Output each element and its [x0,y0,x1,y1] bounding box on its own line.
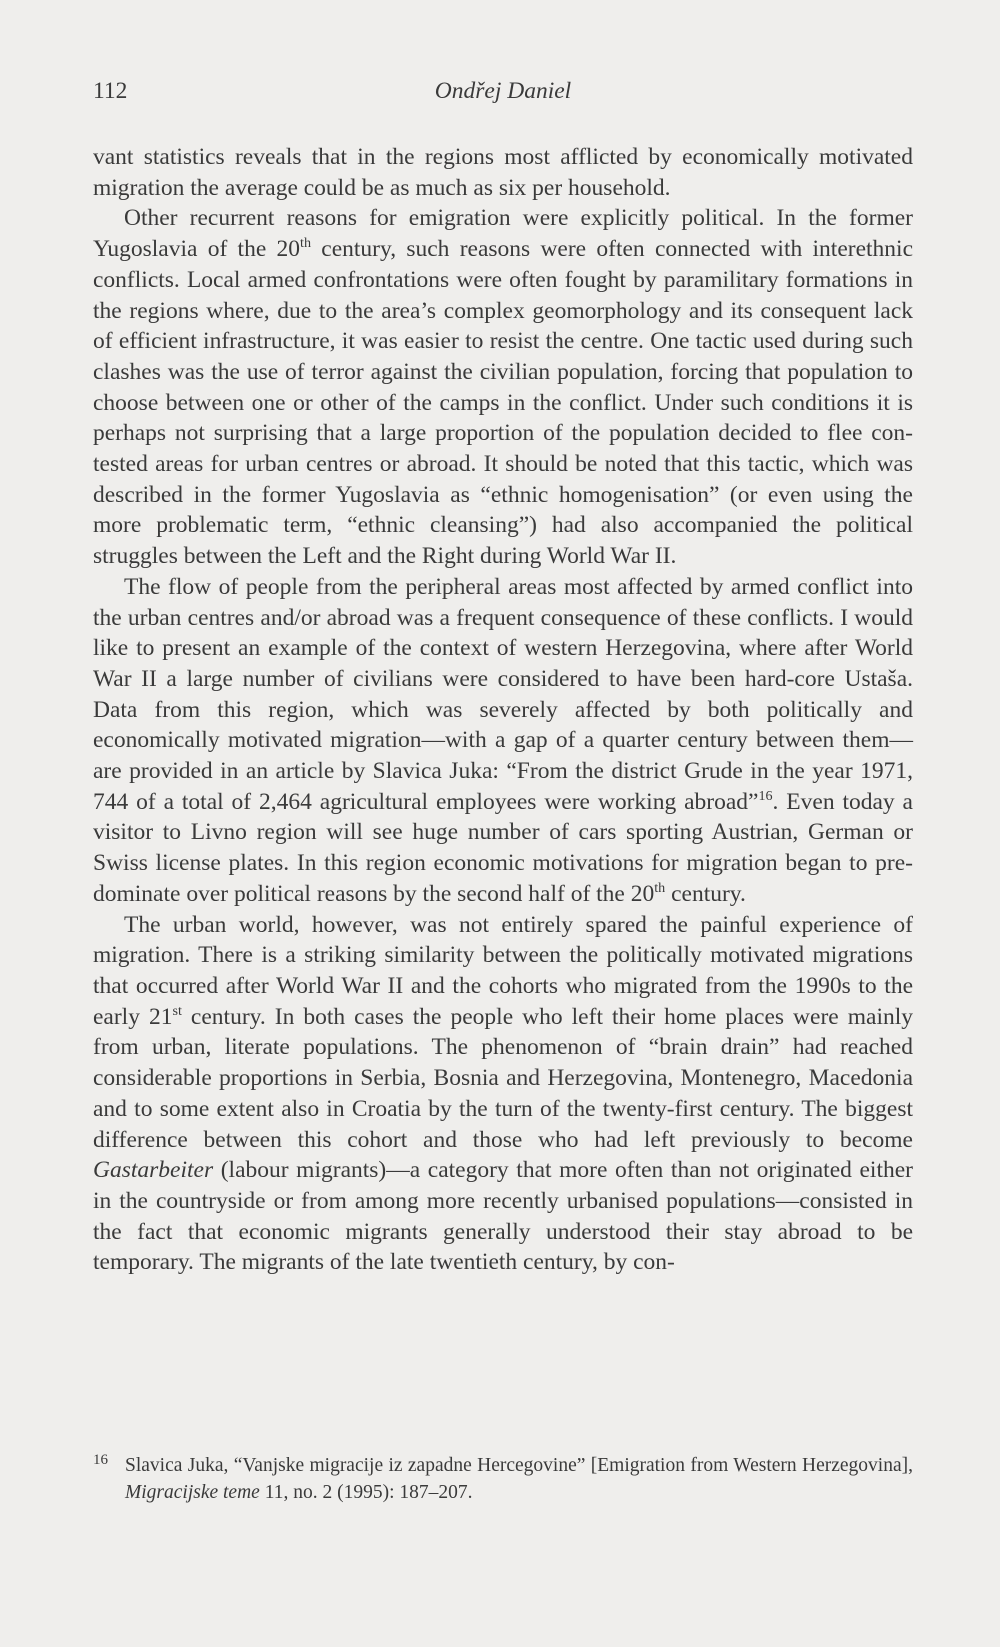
page-header [93,78,913,112]
paragraph-text: century. In both cases the people who left their home places were mainly from urban, literate populations. The phenomenon of “brain drain” had reached considerable proportions in Serbia, Bosnia and Herzegovina, Montenegro, Macedonia and to some extent also in Croatia by the turn of the twenty-first century. The biggest difference between this cohort and those who had left previously to become [93,1003,913,1153]
paragraph-text: vant statistics reveals that in the regions most afflicted by economically motivated migration the average could be as much as six per household. [93,144,913,201]
superscript: st [172,1002,182,1019]
paragraph-text: century. [665,880,746,907]
footnotes [93,1452,913,1506]
footnote-number: 16 [93,1452,108,1468]
paragraph [93,910,913,1278]
paragraph-text: (labour migrants)—a category that more often than not originated either in the countryside or from among more recently urbanised populations—consisted in the fact that economic migrants generally understood their stay abroad to be temporary. The migrants of the late twentieth century, by con- [93,1157,913,1276]
paragraph-text: . Even today a visitor to Livno region will see huge number of cars sporting Austrian, German or Swiss license plates. In this region economic motivations for migration began to predominate over political reasons by the second half of the 20 [93,788,913,907]
paragraph-text: The flow of people from the peripheral areas most affected by armed conflict into the urban centres and/or abroad was a frequent consequence of these conflicts. I would like to present an example of the context of western Herzegovina, where after World War II a large number of civilians were considered to have been hard-core Ustaša. Data from this region, which was severely affected by both politically and economically motivated migration—with a gap of a quarter century between them—are provided in an article by Slavica Juka: “From the district Grude in the year 1971, 744 of a total of 2,464 agricultural employees were working abroad” [93,573,913,815]
body-text [93,142,913,1278]
running-head: Ondřej Daniel [434,78,572,104]
italic-term: Gastarbeiter [93,1157,214,1184]
page-number: 112 [93,78,128,104]
footnote-text: Slavica Juka, “Vanjske migracije iz zapadne Hercegovine” [Emigration from Western Herzegovina], [125,1455,913,1476]
paragraph-text: century, such reasons were often connected with interethnic conflicts. Local armed confrontations were often fought by paramilitary formations in the regions where, due to the area’s complex geomorphology and its consequent lack of efficient infrastructure, it was easier to resist the centre. One tactic used during such clashes was the use of terror against the civilian population, forcing that population to choose between one or other of the camps in the conflict. Under such conditions it is perhaps not surprising that a large proportion of the population decided to flee contested areas for urban centres or abroad. It should be noted that this tactic, which was described in the former Yugoslavia as “ethnic homogenisation” (or even using the more problematic term, “ethnic cleansing”) had also accompanied the political struggles between the Left and the Right during World War II. [93,236,913,570]
superscript: th [300,235,311,252]
paragraph [93,203,913,571]
footnote [93,1452,913,1506]
paragraph-text: The urban world, however, was not entirely spared the painful experience of migration. There is a striking similarity between the politically motivated migrations that occurred after World War II and the cohorts who migrated from the 1990s to the early 21 [93,911,913,1030]
footnote-text: 11, no. 2 (1995): 187–207. [259,1482,473,1503]
footnote-reference[interactable]: 16 [758,787,773,804]
superscript: th [654,880,666,897]
paragraph [93,142,913,203]
paragraph-text: Other recurrent reasons for emigration were explicitly political. In the former Yugoslavia of the 20 [93,205,913,263]
paragraph [93,572,913,910]
journal-title: Migracijske teme [125,1482,260,1503]
